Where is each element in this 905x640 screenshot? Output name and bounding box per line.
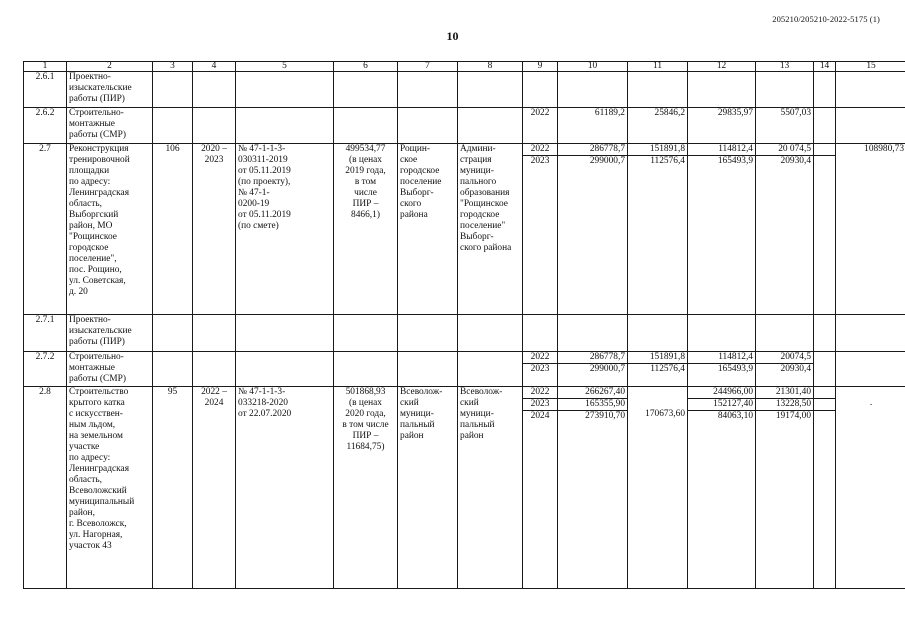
value-cell: 13228,50 [756, 398, 813, 410]
period-cell: 2020 – 2023 [193, 144, 236, 315]
value-cell: 266267,40 [585, 387, 625, 397]
value-cell: 114812,4 [718, 144, 753, 154]
column-number: 12 [688, 62, 756, 72]
column-number: 6 [334, 62, 398, 72]
value-cell: 84063,10 [688, 410, 755, 422]
row-number: 2.7.1 [24, 315, 67, 352]
column-number: 13 [756, 62, 814, 72]
table-row [24, 108, 905, 144]
owner-cell: Всеволож- ский муници- пальный район [398, 387, 458, 589]
table-row [24, 315, 905, 352]
customer-cell: Всеволож- ский муници- пальный район [458, 387, 523, 589]
customer-cell: Админи- страция муници- пального образования "Рощинское городское поселение" Выборг- ского района [458, 144, 523, 315]
value-cell [628, 398, 687, 409]
value-cell: . [869, 398, 873, 408]
column-number: 9 [523, 62, 558, 72]
column-number: 3 [153, 62, 193, 72]
value-cell: 244966,00 [713, 387, 753, 397]
value-cell: 20930,4 [756, 155, 813, 167]
value-cell: 165493,9 [688, 363, 755, 375]
column-number: 1 [24, 62, 67, 72]
data-table [23, 61, 905, 589]
year-cell: 2022 [530, 352, 550, 362]
row-name: Строительно- монтажные работы (СМР) [67, 108, 153, 144]
value-cell: 114812,4 [718, 352, 753, 362]
value-cell: 108980,73 [836, 144, 905, 315]
period-cell: 2022 – 2024 [193, 387, 236, 589]
value-cell: 170673,60 [645, 409, 685, 419]
row-name: Проектно- изыскательские работы (ПИР) [67, 72, 153, 108]
row-number: 2.8 [24, 387, 67, 589]
value-cell: 151891,8 [649, 352, 685, 362]
column-number: 10 [558, 62, 628, 72]
year-cell: 2023 [523, 363, 557, 375]
row-number: 2.6.2 [24, 108, 67, 144]
year-cell: 2022 [530, 387, 550, 397]
column-number: 11 [628, 62, 688, 72]
row-name: Реконструкция тренировочной площадки по адресу: Ленинградская область, Выборгский район, МО "Рощинское городское поселение", пос. Рощино, ул. Советская, д. 20 [67, 144, 153, 315]
value-cell: 21301,40 [775, 387, 811, 397]
row-name: Проектно- изыскательские работы (ПИР) [67, 315, 153, 352]
column-number: 2 [67, 62, 153, 72]
cost-cell: 499534,77 (в ценах 2019 года, в том числе ПИР – 8466,1) [334, 144, 398, 315]
owner-cell: Рощин- ское городское поселение Выборг- ского района [398, 144, 458, 315]
value-cell [836, 387, 905, 398]
row-number: 2.6.1 [24, 72, 67, 108]
value-cell: 112576,4 [628, 155, 687, 167]
row-name: Строительство крытого катка с искусствен- ным льдом, на земельном участке по адресу: Ленинградская область, Всеволожский муниципальный район, г. Всеволожск, ул. Нагорная, участок 43 [67, 387, 153, 589]
value-cell: 20074,5 [780, 352, 811, 362]
value-cell: 165355,90 [558, 398, 627, 410]
capacity-cell: 106 [153, 144, 193, 315]
value-cell: 152127,40 [688, 398, 755, 410]
table-row [24, 387, 905, 589]
value-cell: 286778,7 [589, 352, 625, 362]
column-number: 5 [236, 62, 334, 72]
row-number: 2.7 [24, 144, 67, 315]
value-cell: 61189,2 [558, 108, 628, 144]
page-number: 10 [446, 29, 459, 43]
year-cell: 2023 [523, 398, 557, 410]
year-cell: 2022 [530, 144, 550, 154]
capacity-cell: 95 [153, 387, 193, 589]
row-number: 2.7.2 [24, 352, 67, 387]
value-cell: 19174,00 [756, 410, 813, 422]
column-number: 15 [836, 62, 905, 72]
value-cell: 25846,2 [628, 108, 688, 144]
value-cell: 112576,4 [628, 363, 687, 375]
column-number: 14 [814, 62, 836, 72]
column-number: 4 [193, 62, 236, 72]
value-cell: 5507,03 [756, 108, 814, 144]
column-number: 8 [458, 62, 523, 72]
value-cell: 151891,8 [649, 144, 685, 154]
value-cell: 20 074,5 [778, 144, 811, 154]
year-cell: 2023 [523, 155, 557, 167]
table-row [24, 72, 905, 108]
value-cell: 165493,9 [688, 155, 755, 167]
document-id: 205210/205210-2022-5175 (1) [772, 14, 880, 24]
table-row [24, 352, 905, 387]
value-cell: 273910,70 [558, 410, 627, 422]
row-name: Строительно- монтажные работы (СМР) [67, 352, 153, 387]
cost-cell: 501868,93 (в ценах 2020 года, в том числе ПИР – 11684,75) [334, 387, 398, 589]
value-cell: 299000,7 [558, 155, 627, 167]
value-cell [628, 387, 687, 398]
value-cell: 29835,97 [688, 108, 756, 144]
year-cell: 2024 [523, 410, 557, 422]
year-cell: 2022 [523, 108, 558, 144]
table-header-row [24, 62, 905, 72]
value-cell: 20930,4 [756, 363, 813, 375]
expertise-cell: № 47-1-1-3- 030311-2019 от 05.11.2019 (по проекту), № 47-1- 0200-19 от 05.11.2019 (по смете) [236, 144, 334, 315]
value-cell: 286778,7 [589, 144, 625, 154]
value-cell: 299000,7 [558, 363, 627, 375]
value-cell [836, 409, 905, 420]
table-row [24, 144, 905, 315]
expertise-cell: № 47-1-1-3- 033218-2020 от 22.07.2020 [236, 387, 334, 589]
column-number: 7 [398, 62, 458, 72]
